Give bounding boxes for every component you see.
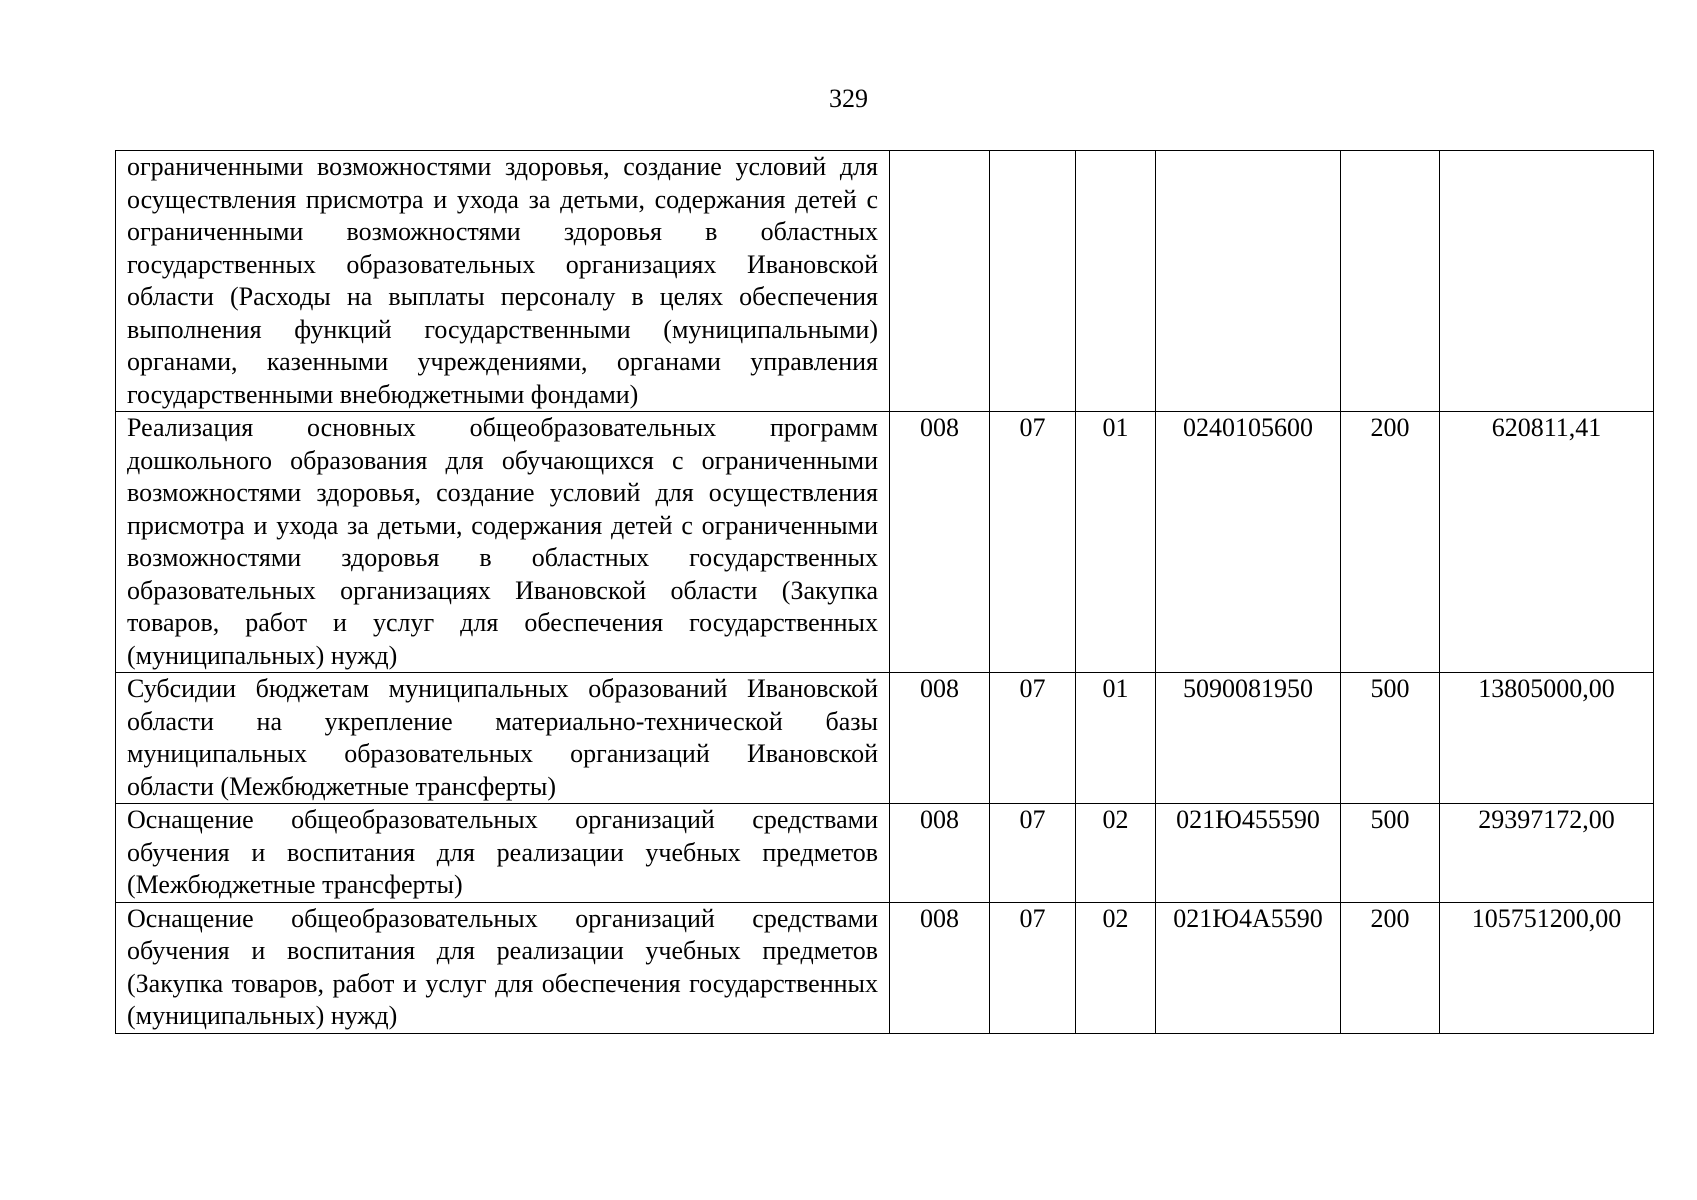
section-code: 07 [990,804,1076,903]
row-description: Реализация основных общеобразовательных программ дошкольного образования для обучающихся с ограниченными возможностями здоровья, создание условий для осуществления присмотра и ухода за детьми, содержания детей с ограниченными возможностями здоровья в областных государственных образовательных организациях Ивановской области (Закупка товаров, работ и услуг для обеспечения государственных (муниципальных) нужд) [116,412,890,673]
amount [1440,151,1654,412]
expense-type-code: 500 [1341,673,1440,804]
expense-type-code: 200 [1341,902,1440,1033]
expense-type-code: 200 [1341,412,1440,673]
subsection-code: 01 [1076,673,1156,804]
row-description: Оснащение общеобразовательных организаций средствами обучения и воспитания для реализации учебных предметов (Закупка товаров, работ и услуг для обеспечения государственных (муниципальных) нужд) [116,902,890,1033]
subsection-code: 01 [1076,412,1156,673]
amount: 620811,41 [1440,412,1654,673]
target-article-code: 021Ю4А5590 [1156,902,1341,1033]
page-number: 329 [829,84,868,113]
row-description: Субсидии бюджетам муниципальных образований Ивановской области на укрепление материально-технической базы муниципальных образовательных организаций Ивановской области (Межбюджетные трансферты) [116,673,890,804]
section-code: 07 [990,412,1076,673]
table-row [116,673,1654,804]
amount: 29397172,00 [1440,804,1654,903]
section-code [990,151,1076,412]
amount: 13805000,00 [1440,673,1654,804]
table-row [116,412,1654,673]
ministry-code: 008 [890,804,990,903]
subsection-code [1076,151,1156,412]
ministry-code: 008 [890,412,990,673]
budget-table [115,150,1654,1034]
table-row [116,902,1654,1033]
subsection-code: 02 [1076,902,1156,1033]
target-article-code: 0240105600 [1156,412,1341,673]
row-description: ограниченными возможностями здоровья, создание условий для осуществления присмотра и ухода за детьми, содержания детей с ограниченными возможностями здоровья в областных государственных образовательных организациях Ивановской области (Расходы на выплаты персоналу в целях обеспечения выполнения функций государственными (муниципальными) органами, казенными учреждениями, органами управления государственными внебюджетными фондами) [116,151,890,412]
target-article-code: 5090081950 [1156,673,1341,804]
expense-type-code [1341,151,1440,412]
subsection-code: 02 [1076,804,1156,903]
table-row [116,804,1654,903]
ministry-code [890,151,990,412]
ministry-code: 008 [890,902,990,1033]
amount: 105751200,00 [1440,902,1654,1033]
section-code: 07 [990,673,1076,804]
ministry-code: 008 [890,673,990,804]
expense-type-code: 500 [1341,804,1440,903]
target-article-code [1156,151,1341,412]
section-code: 07 [990,902,1076,1033]
target-article-code: 021Ю455590 [1156,804,1341,903]
table-row [116,151,1654,412]
row-description: Оснащение общеобразовательных организаций средствами обучения и воспитания для реализации учебных предметов (Межбюджетные трансферты) [116,804,890,903]
